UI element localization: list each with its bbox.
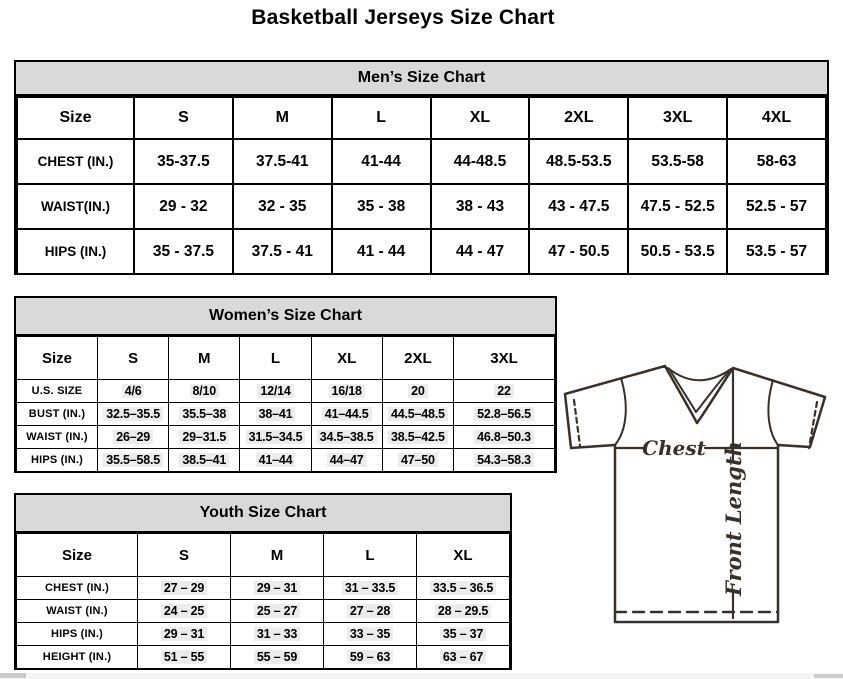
size-value-cell <box>311 403 382 426</box>
size-value: 41 - 44 <box>356 242 406 260</box>
size-value-cell <box>311 380 382 403</box>
size-value-cell <box>134 229 233 274</box>
horizontal-scrollbar-track[interactable] <box>0 673 843 679</box>
jersey-measurement-diagram <box>557 360 837 672</box>
size-value-cell <box>134 139 233 184</box>
size-value-cell <box>431 139 530 184</box>
size-value: 54.3–58.3 <box>474 453 534 467</box>
column-header: Size <box>17 337 98 380</box>
column-header: XL <box>431 97 530 139</box>
womens-size-chart <box>14 296 557 473</box>
row-label: CHEST (IN.) <box>17 139 134 184</box>
size-value-cell <box>727 184 826 229</box>
size-value: 35 – 37 <box>440 627 486 641</box>
row-label: U.S. SIZE <box>17 380 98 403</box>
size-value: 34.5–38.5 <box>317 430 377 444</box>
row-label: WAIST (IN.) <box>17 600 138 623</box>
size-value: 33.5 – 36.5 <box>430 581 496 595</box>
size-value-cell <box>240 380 311 403</box>
size-value-cell <box>231 600 324 623</box>
size-value-cell <box>138 623 231 646</box>
youth-size-table <box>16 533 510 669</box>
column-header: 3XL <box>454 337 555 380</box>
size-value: 32.5–35.5 <box>103 407 163 421</box>
size-value: 38–41 <box>256 407 296 421</box>
column-header: 4XL <box>727 97 826 139</box>
size-value: 41–44.5 <box>322 407 372 421</box>
chest-label: Chest <box>642 436 706 460</box>
size-value-cell <box>417 600 510 623</box>
header-row <box>17 337 555 380</box>
size-value: 16/18 <box>329 384 365 398</box>
size-value-cell <box>454 426 555 449</box>
size-value-cell <box>332 229 431 274</box>
column-header: Size <box>17 534 138 577</box>
size-value: 37.5 - 41 <box>251 242 313 260</box>
size-value-cell <box>324 646 417 669</box>
size-value-cell <box>332 184 431 229</box>
table-row <box>17 184 826 229</box>
table-row <box>17 600 510 623</box>
size-value-cell <box>727 229 826 274</box>
size-value: 37.5-41 <box>255 152 309 170</box>
front-length-label: Front Length <box>721 441 746 596</box>
size-value: 8/10 <box>190 384 220 398</box>
size-value: 25 – 27 <box>254 604 300 618</box>
size-value: 53.5 - 57 <box>745 242 808 260</box>
size-value: 47.5 - 52.5 <box>640 197 715 215</box>
column-header: 2XL <box>382 337 453 380</box>
size-value-cell <box>311 426 382 449</box>
size-value-cell <box>169 403 240 426</box>
size-value: 22 <box>494 384 514 398</box>
size-value-cell <box>233 184 332 229</box>
size-value: 52.5 - 57 <box>745 197 808 215</box>
size-value-cell <box>231 577 324 600</box>
table-row <box>17 403 555 426</box>
column-header: Size <box>17 97 134 139</box>
size-value: 38.5–42.5 <box>388 430 448 444</box>
size-value: 59 – 63 <box>347 650 393 664</box>
table-row <box>17 380 555 403</box>
size-value-cell <box>382 426 453 449</box>
size-value-cell <box>628 229 727 274</box>
size-value-cell <box>454 380 555 403</box>
size-value: 38.5–41 <box>179 453 229 467</box>
size-value: 29 - 32 <box>159 197 208 215</box>
size-value-cell <box>324 577 417 600</box>
header-row <box>17 97 826 139</box>
size-value: 43 - 47.5 <box>548 197 610 215</box>
size-value: 20 <box>408 384 428 398</box>
size-value-cell <box>431 229 530 274</box>
size-value-cell <box>529 184 628 229</box>
size-value: 4/6 <box>122 384 145 398</box>
table-row <box>17 646 510 669</box>
size-value: 32 - 35 <box>258 197 307 215</box>
row-label: WAIST(IN.) <box>17 184 134 229</box>
size-value-cell <box>138 577 231 600</box>
size-value-cell <box>529 229 628 274</box>
youth-size-chart <box>14 493 512 670</box>
column-header: 3XL <box>628 97 727 139</box>
column-header: XL <box>311 337 382 380</box>
page-title: Basketball Jerseys Size Chart <box>251 6 555 29</box>
size-value-cell <box>332 139 431 184</box>
table-row <box>17 449 555 472</box>
row-label: HIPS (IN.) <box>17 229 134 274</box>
size-value-cell <box>324 600 417 623</box>
column-header: S <box>98 337 169 380</box>
size-value: 12/14 <box>257 384 293 398</box>
horizontal-scrollbar-thumb-right[interactable] <box>814 674 843 678</box>
table-row <box>17 229 826 274</box>
row-label: HIPS (IN.) <box>17 623 138 646</box>
row-label: WAIST (IN.) <box>17 426 98 449</box>
size-value-cell <box>231 646 324 669</box>
size-value-cell <box>134 184 233 229</box>
column-header: M <box>233 97 332 139</box>
size-value: 35.5–58.5 <box>103 453 163 467</box>
size-value-cell <box>98 403 169 426</box>
size-value-cell <box>417 623 510 646</box>
size-value: 55 – 59 <box>254 650 300 664</box>
womens-size-table <box>16 336 555 472</box>
size-value: 35-37.5 <box>157 152 210 170</box>
size-value: 27 – 28 <box>347 604 393 618</box>
jersey-outline <box>565 366 825 622</box>
size-value: 46.8–50.3 <box>474 430 534 444</box>
size-value: 31.5–34.5 <box>246 430 306 444</box>
size-value: 35 - 38 <box>356 197 406 215</box>
size-value: 44-48.5 <box>453 152 507 170</box>
table-row <box>17 623 510 646</box>
size-value-cell <box>529 139 628 184</box>
mens-size-table <box>16 96 827 275</box>
size-value: 44–47 <box>327 453 367 467</box>
row-label: HEIGHT (IN.) <box>17 646 138 669</box>
column-header: S <box>134 97 233 139</box>
header-row <box>17 534 510 577</box>
size-value: 38 - 43 <box>455 197 505 215</box>
size-value-cell <box>324 623 417 646</box>
size-value: 29 – 31 <box>161 627 207 641</box>
size-value-cell <box>98 380 169 403</box>
size-value-cell <box>240 403 311 426</box>
size-value-cell <box>727 139 826 184</box>
size-value: 31 – 33 <box>254 627 300 641</box>
size-value: 35 - 37.5 <box>152 242 215 260</box>
size-value: 35.5–38 <box>179 407 229 421</box>
size-value: 41-44 <box>361 152 401 170</box>
mens-size-chart <box>14 60 829 275</box>
size-value: 48.5-53.5 <box>546 152 612 170</box>
row-label: CHEST (IN.) <box>17 577 138 600</box>
size-value-cell <box>138 600 231 623</box>
column-header: 2XL <box>529 97 628 139</box>
row-label: HIPS (IN.) <box>17 449 98 472</box>
size-value-cell <box>169 380 240 403</box>
size-value-cell <box>454 403 555 426</box>
size-value: 29–31.5 <box>179 430 229 444</box>
size-value-cell <box>240 426 311 449</box>
mens-chart-title: Men’s Size Chart <box>16 62 827 96</box>
size-value: 47 - 50.5 <box>548 242 610 260</box>
column-header: M <box>231 534 324 577</box>
size-value: 53.5-58 <box>651 152 704 170</box>
size-value: 47–50 <box>398 453 438 467</box>
size-value: 50.5 - 53.5 <box>640 242 715 260</box>
youth-chart-title: Youth Size Chart <box>16 495 510 533</box>
size-value-cell <box>98 449 169 472</box>
horizontal-scrollbar-thumb-left[interactable] <box>0 673 26 678</box>
size-value: 58-63 <box>756 152 797 170</box>
size-value: 51 – 55 <box>161 650 207 664</box>
table-row <box>17 426 555 449</box>
size-value-cell <box>628 184 727 229</box>
size-value-cell <box>98 426 169 449</box>
size-value-cell <box>169 426 240 449</box>
size-value-cell <box>382 403 453 426</box>
size-value-cell <box>233 139 332 184</box>
size-value: 28 – 29.5 <box>435 604 491 618</box>
size-value-cell <box>454 449 555 472</box>
size-value: 52.8–56.5 <box>474 407 534 421</box>
size-value-cell <box>417 646 510 669</box>
size-value-cell <box>311 449 382 472</box>
column-header: XL <box>417 534 510 577</box>
size-value: 26–29 <box>113 430 153 444</box>
size-value: 44.5–48.5 <box>388 407 448 421</box>
size-value-cell <box>431 184 530 229</box>
womens-chart-title: Women’s Size Chart <box>16 298 555 336</box>
size-value-cell <box>417 577 510 600</box>
size-value: 44 - 47 <box>455 242 505 260</box>
size-value-cell <box>233 229 332 274</box>
size-value: 27 – 29 <box>161 581 207 595</box>
column-header: S <box>138 534 231 577</box>
size-value-cell <box>382 380 453 403</box>
table-row <box>17 139 826 184</box>
size-value-cell <box>231 623 324 646</box>
column-header: L <box>332 97 431 139</box>
size-value: 33 – 35 <box>347 627 393 641</box>
jersey-icon <box>557 360 837 672</box>
size-value-cell <box>382 449 453 472</box>
size-value: 63 – 67 <box>440 650 486 664</box>
size-value-cell <box>169 449 240 472</box>
size-value: 24 – 25 <box>161 604 207 618</box>
column-header: M <box>169 337 240 380</box>
size-value: 41–44 <box>256 453 296 467</box>
size-value-cell <box>138 646 231 669</box>
size-value-cell <box>628 139 727 184</box>
size-value-cell <box>240 449 311 472</box>
column-header: L <box>240 337 311 380</box>
size-value: 31 – 33.5 <box>342 581 398 595</box>
size-value: 29 – 31 <box>254 581 300 595</box>
column-header: L <box>324 534 417 577</box>
row-label: BUST (IN.) <box>17 403 98 426</box>
table-row <box>17 577 510 600</box>
